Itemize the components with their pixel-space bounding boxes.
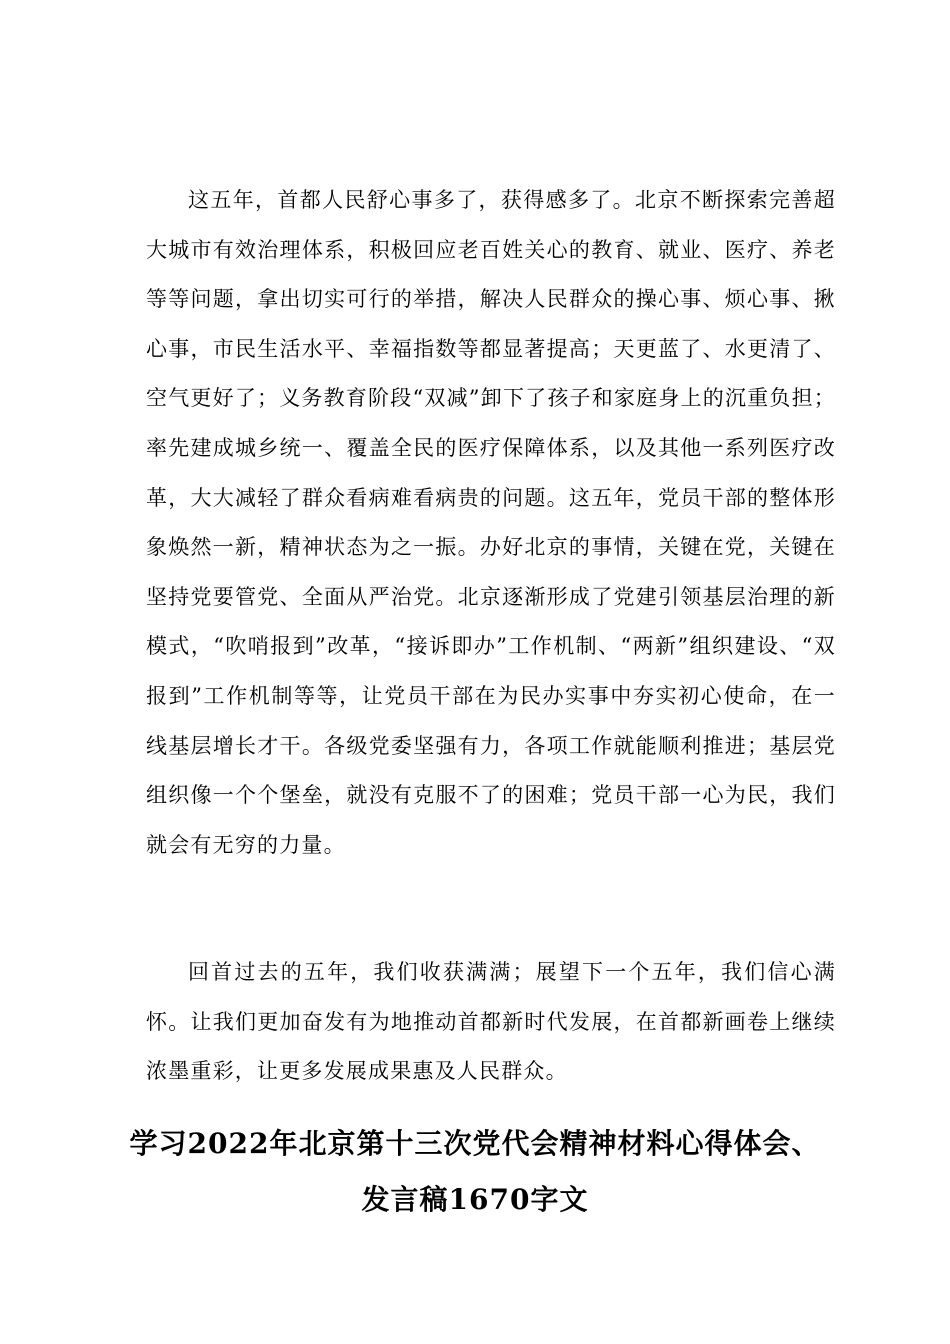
- document-title: 学习2022年北京第十三次党代会精神材料心得体会、发言稿1670字文: [129, 1127, 821, 1216]
- body-paragraph-2: 回首过去的五年，我们收获满满；展望下一个五年，我们信心满怀。让我们更加奋发有为地推动首都新时代发展，在首都新画卷上继续浓墨重彩，让更多发展成果惠及人民群众。: [146, 960, 836, 1084]
- body-paragraph-1: 这五年，首都人民舒心事多了，获得感多了。北京不断探索完善超大城市有效治理体系，积极回应老百姓关心的教育、就业、医疗、养老等等问题，拿出切实可行的举措，解决人民群众的操心事、烦心事、揪心事，市民生活水平、幸福指数等都显著提高；天更蓝了、水更清了、空气更好了；义务教育阶段“双减”卸下了孩子和家庭身上的沉重负担；率先建成城乡统一、覆盖全民的医疗保障体系，以及其他一系列医疗改革，大大减轻了群众看病难看病贵的问题。这五年，党员干部的整体形象焕然一新，精神状态为之一振。办好北京的事情，关键在党，关键在坚持党要管党、全面从严治党。北京逐渐形成了党建引领基层治理的新模式，“吹哨报到”改革，“接诉即办”工作机制、“两新”组织建设、“双报到”工作机制等等，让党员干部在为民办实事中夯实初心使命，在一线基层增长才干。各级党委坚强有力，各项工作就能顺利推进；基层党组织像一个个堡垒，就没有克服不了的困难；党员干部一心为民，我们就会有无穷的力量。: [146, 188, 836, 857]
